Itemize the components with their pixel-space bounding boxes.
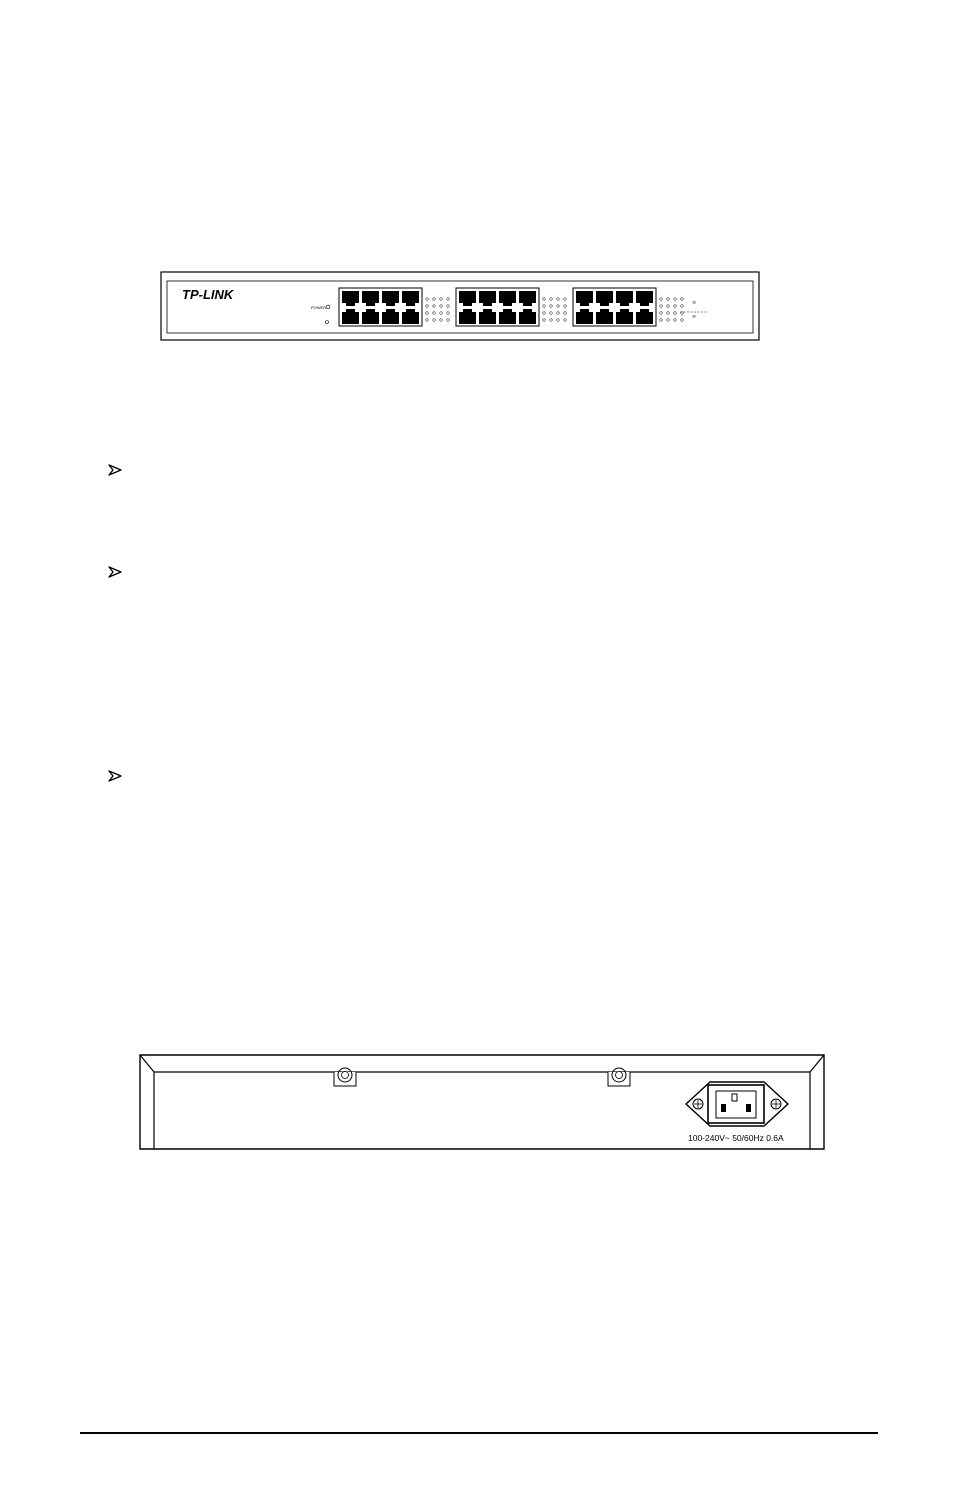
arrow-bullet-icon bbox=[106, 767, 124, 785]
arrow-bullet-icon bbox=[106, 563, 124, 581]
footer-rule bbox=[80, 1432, 878, 1434]
switch-front-panel-illustration bbox=[160, 271, 760, 341]
switch-rear-panel-illustration bbox=[138, 1052, 826, 1152]
svg-text:≍: ≍ bbox=[692, 314, 697, 320]
svg-text:≍: ≍ bbox=[692, 300, 697, 306]
arrow-bullet-icon bbox=[106, 461, 124, 479]
power-rating-label: 100-240V~ 50/60Hz 0.6A bbox=[688, 1133, 784, 1143]
power-label: POWER bbox=[311, 305, 327, 310]
brand-logo: TP-LINK bbox=[182, 287, 234, 302]
